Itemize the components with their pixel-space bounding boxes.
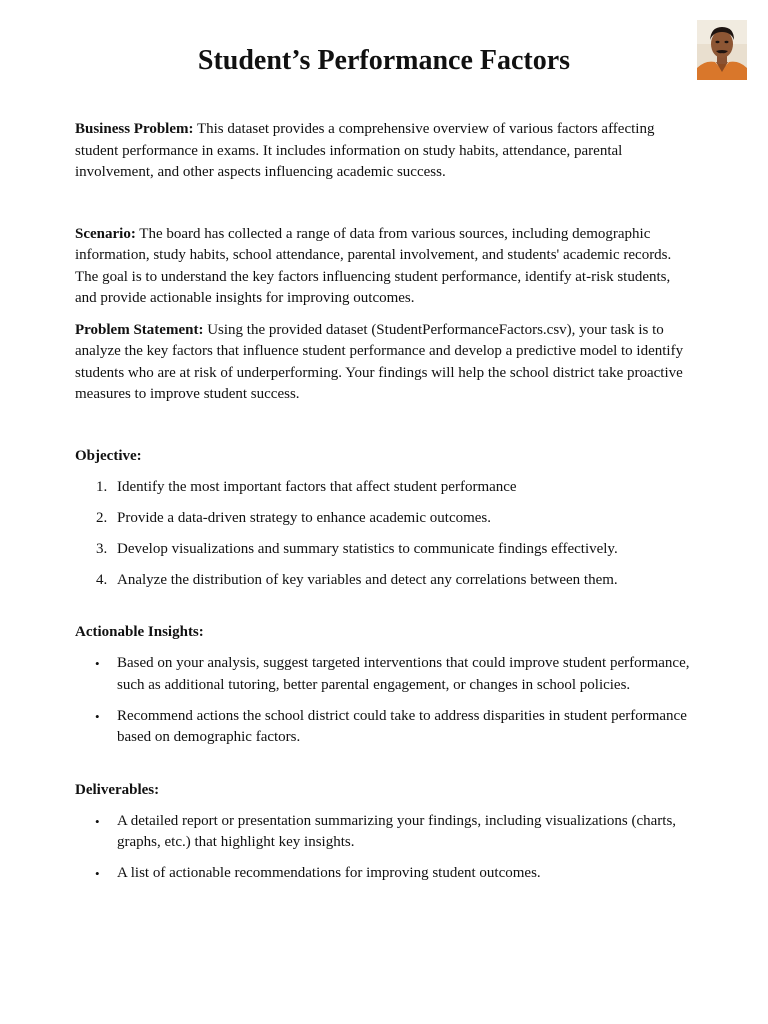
list-item-text: Analyze the distribution of key variables and detect any correlations between them. bbox=[117, 571, 618, 588]
problem-statement-paragraph bbox=[75, 320, 695, 406]
list-item bbox=[75, 653, 695, 696]
author-photo bbox=[697, 20, 747, 80]
bullet-icon: • bbox=[95, 813, 100, 829]
list-item-text: Provide a data-driven strategy to enhance academic outcomes. bbox=[117, 509, 492, 526]
bullet-icon: • bbox=[95, 656, 100, 671]
scenario-label: Scenario: bbox=[75, 225, 136, 242]
list-item-number: 2. bbox=[96, 509, 108, 526]
business-problem-label: Business Problem: bbox=[75, 121, 194, 137]
list-item-text: A list of actionable recommendations for improving student outcomes. bbox=[117, 865, 541, 881]
problem-statement-text: Using the provided dataset (StudentPerformanceFactors.csv), your task is to analyze the key factors that influence student performance and develop a predictive model to identify students who are at risk of underperforming. Your findings will help the school district take proactive measures to improve student success. bbox=[75, 321, 684, 402]
bullet-icon: • bbox=[95, 708, 100, 724]
business-problem-paragraph bbox=[75, 119, 695, 184]
deliverables-list bbox=[75, 811, 695, 885]
business-problem-text: This dataset provides a comprehensive overview of various factors affecting student performance in exams. It includes information on study habits, attendance, parental involvement, and other aspects influencing academic success. bbox=[75, 121, 655, 180]
list-item-number: 3. bbox=[96, 540, 108, 557]
deliverables-heading: Deliverables: bbox=[75, 781, 160, 798]
bullet-icon: • bbox=[95, 866, 100, 881]
list-item bbox=[75, 539, 695, 561]
list-item bbox=[75, 477, 695, 499]
list-item bbox=[75, 811, 695, 854]
problem-statement-label: Problem Statement: bbox=[75, 321, 204, 338]
objective-heading: Objective: bbox=[75, 447, 142, 464]
list-item bbox=[75, 570, 695, 592]
list-item-text: A detailed report or presentation summarizing your findings, including visualizations (charts, graphs, etc.) that highlight key insights. bbox=[117, 812, 677, 850]
list-item bbox=[75, 508, 695, 530]
scenario-paragraph bbox=[75, 224, 695, 310]
actionable-insights-heading: Actionable Insights: bbox=[75, 624, 204, 640]
list-item bbox=[75, 706, 695, 749]
list-item bbox=[75, 863, 695, 885]
list-item-text: Identify the most important factors that affect student performance bbox=[117, 478, 517, 495]
document-body bbox=[75, 119, 695, 885]
list-item-text: Recommend actions the school district could take to address disparities in student performance based on demographic factors. bbox=[117, 707, 687, 745]
list-item-number: 1. bbox=[96, 478, 108, 495]
scenario-text: The board has collected a range of data from various sources, including demographic information, study habits, school attendance, parental involvement, and students' academic records. The goal is to understand the key factors influencing student performance, identify at-risk students, and provide actionable insights for improving outcomes. bbox=[75, 225, 672, 306]
list-item-text: Develop visualizations and summary statistics to communicate findings effectively. bbox=[117, 540, 618, 557]
objective-list bbox=[75, 477, 695, 592]
list-item-text: Based on your analysis, suggest targeted interventions that could improve student performance, such as additional tutoring, better parental engagement, or changes in school policies. bbox=[117, 655, 690, 693]
actionable-insights-list bbox=[75, 653, 695, 749]
list-item-number: 4. bbox=[96, 571, 108, 588]
page-title: Student’s Performance Factors bbox=[197, 45, 571, 76]
